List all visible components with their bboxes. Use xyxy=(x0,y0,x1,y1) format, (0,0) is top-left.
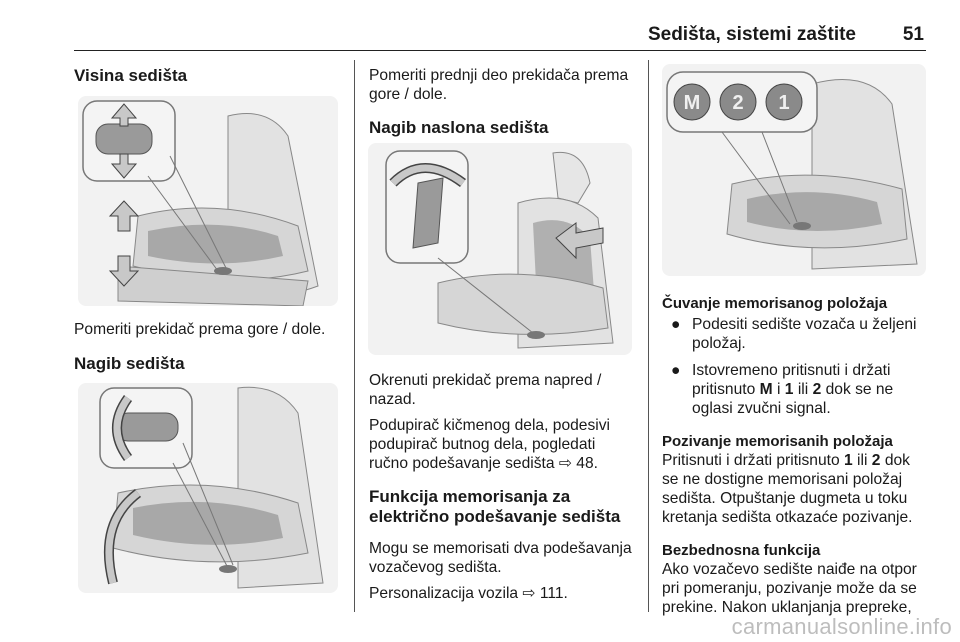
heading-seat-tilt: Nagib sedišta xyxy=(74,354,185,373)
page-number: 51 xyxy=(902,24,924,45)
column-divider xyxy=(648,60,649,612)
recall-text: dok se ne dostigne memorisani položaj sedišta. Otpuštanje dugmeta u toku kretanja sedišta otkazaće pozivanje. xyxy=(662,452,913,526)
bullet-text: Podesiti sedište vozača u željeni položaj. xyxy=(692,316,917,352)
page-ref-link[interactable]: ⇨ 48. xyxy=(558,455,598,472)
heading-recall-positions: Pozivanje memorisanih položaja xyxy=(662,433,893,450)
button-ref-2: 2 xyxy=(812,381,822,398)
memory-buttons-illustration xyxy=(662,64,926,276)
watermark: carmanualsonline.info xyxy=(731,614,952,639)
bullet-text: i xyxy=(776,381,781,398)
bullet-text: Istovremeno pritisnuti i držati pritisnuto xyxy=(692,362,891,398)
lumbar-text: Podupirač kičmenog dela, podesivi podupirač butnog dela, pogledati ručno podešavanje sedišta xyxy=(369,417,610,472)
page-header xyxy=(74,22,926,51)
column-right xyxy=(662,294,930,617)
paragraph-personalization xyxy=(369,584,635,603)
figure-seat-height xyxy=(78,96,338,306)
bullet-text: dok se ne oglasi zvučni signal. xyxy=(692,381,894,417)
heading-seat-height: Visina sedišta xyxy=(74,66,188,85)
column-left xyxy=(74,66,344,86)
paragraph-recall xyxy=(662,451,930,527)
bullet-dot-icon: ● xyxy=(671,362,681,379)
bullet-item xyxy=(662,315,930,353)
seat-tilt-illustration xyxy=(78,383,338,593)
paragraph-rotate-switch: Okrenuti prekidač prema napred / nazad. xyxy=(369,372,602,408)
backrest-illustration xyxy=(368,143,632,355)
section-title: Sedišta, sistemi zaštite xyxy=(647,24,856,45)
button-ref-m: M xyxy=(759,381,773,398)
paragraph-lumbar xyxy=(369,416,635,473)
heading-memory-function: Funkcija memorisanja za električno podešavanje sedišta xyxy=(369,487,621,526)
memory-button-2: 2 xyxy=(732,92,744,114)
recall-text: Pritisnuti i držati pritisnuto xyxy=(662,452,840,469)
button-ref-1: 1 xyxy=(844,452,853,469)
bullet-dot-icon: ● xyxy=(671,316,681,333)
column-divider xyxy=(354,60,355,612)
heading-save-position: Čuvanje memorisanog položaja xyxy=(662,295,888,312)
page-ref-link[interactable]: ⇨ 111. xyxy=(522,585,568,602)
column-middle xyxy=(369,66,635,138)
button-ref-1: 1 xyxy=(784,381,794,398)
heading-backrest-tilt: Nagib naslona sedišta xyxy=(369,118,549,137)
caption-seat-height: Pomeriti prekidač prema gore / dole. xyxy=(74,321,326,338)
figure-backrest xyxy=(368,143,632,355)
button-ref-2: 2 xyxy=(871,452,881,469)
personalization-text: Personalizacija vozila xyxy=(369,585,519,602)
memory-button-1: 1 xyxy=(778,92,790,114)
memory-button-m: M xyxy=(683,92,701,114)
bullet-item xyxy=(662,361,930,418)
seat-height-illustration xyxy=(78,96,338,306)
figure-seat-tilt xyxy=(78,383,338,593)
recall-text: ili xyxy=(857,452,868,469)
paragraph-front-switch: Pomeriti prednji deo prekidača prema gore / dole. xyxy=(369,67,629,103)
figure-memory-buttons xyxy=(662,64,926,276)
heading-safety-function: Bezbednosna funkcija xyxy=(662,542,821,559)
paragraph-memory-count: Mogu se memorisati dva podešavanja vozačevog sedišta. xyxy=(369,540,632,576)
bullet-text: ili xyxy=(797,381,809,398)
paragraph-safety: Ako vozačevo sedište naiđe na otpor pri pomeranju, pozivanje može da se prekine. Nakon uklanjanja prepreke, xyxy=(662,561,917,616)
column-middle-lower xyxy=(369,371,635,603)
